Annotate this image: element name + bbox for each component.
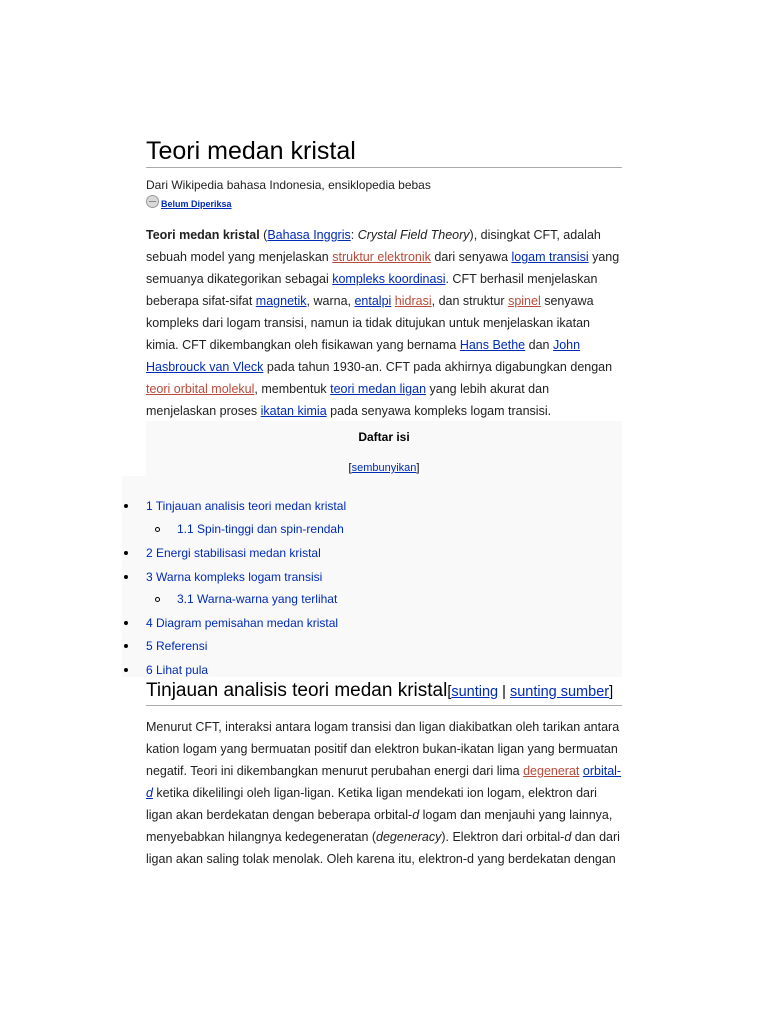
link-hans-bethe[interactable]: Hans Bethe [459, 338, 526, 352]
text: yang lebih akurat dan menjelaskan proses [146, 382, 550, 418]
link-struktur-elektronik[interactable]: struktur elektronik [332, 250, 431, 264]
italic-d: d [412, 808, 420, 822]
toc-item-1[interactable]: 1 Tinjauan analisis teori medan kristal [146, 499, 347, 513]
section-edit-links [447, 684, 613, 700]
toc-item-3-1[interactable]: 3.1 Warna-warna yang terlihat [177, 592, 338, 606]
link-ikatan-kimia[interactable]: ikatan kimia [260, 404, 327, 418]
intro-italic: Crystal Field Theory [357, 228, 470, 242]
review-status [146, 194, 622, 208]
bracket: [ [348, 462, 352, 474]
toc-item-4[interactable]: 4 Diagram pemisahan medan kristal [146, 616, 339, 630]
bullet-icon [124, 644, 128, 648]
bullet-icon [124, 551, 128, 555]
bracket: [ [447, 684, 452, 700]
toc-item-1-1[interactable]: 1.1 Spin-tinggi dan spin-rendah [177, 522, 344, 536]
section-heading-text: Tinjauan analisis teori medan kristal [146, 680, 448, 701]
tagline: Dari Wikipedia bahasa Indonesia, ensiklopedia bebas [146, 178, 431, 192]
bullet-icon [124, 621, 128, 625]
bullet-icon [124, 668, 128, 672]
bullet-icon [124, 504, 128, 508]
text: dan dari ligan akan saling tolak menolak. Oleh karena itu, elektron-d yang berdekatan dengan [146, 830, 620, 866]
text: , dan struktur [431, 294, 509, 308]
text: . CFT berhasil menjelaskan beberapa sifat-sifat [146, 272, 598, 308]
bracket: ] [609, 684, 614, 700]
article-header [146, 136, 622, 422]
text: dari senyawa [430, 250, 512, 264]
text: ), disingkat CFT, adalah sebuah model yang menjelaskan [146, 228, 601, 264]
link-magnetik[interactable]: magnetik [255, 294, 307, 308]
section-heading [146, 678, 622, 706]
edit-source-link[interactable]: sunting sumber [509, 684, 610, 700]
text: senyawa kompleks dari logam transisi, namun ia tidak ditujukan untuk menjelaskan ikatan kimia. CFT dikembangkan oleh fisikawan yang bernama [146, 294, 594, 352]
text: Menurut CFT, interaksi antara logam transisi dan ligan diakibatkan oleh tarikan antara kation logam yang bermuatan positif dan elektron bukan-ikatan ligan yang bermuatan negatif. Teori ini dikembangkan menurut perubahan energi dari lima [146, 720, 620, 778]
text: pada tahun 1930-an. CFT pada akhirnya digabungkan dengan [263, 360, 613, 374]
text: ( [259, 228, 268, 242]
text: pada senyawa kompleks logam transisi. [326, 404, 552, 418]
link-hidrasi[interactable]: hidrasi [394, 294, 432, 308]
toc-title: Daftar isi [358, 430, 410, 444]
link-kompleks-koordinasi[interactable]: kompleks koordinasi [332, 272, 446, 286]
link-text-italic: d [146, 786, 153, 800]
text: dan [525, 338, 553, 352]
toc-toggle [146, 462, 622, 474]
link-logam-transisi[interactable]: logam transisi [511, 250, 589, 264]
page-title: Teori medan kristal [146, 136, 622, 168]
link-van-vleck[interactable]: John Hasbrouck van Vleck [146, 338, 581, 374]
toc-item-2[interactable]: 2 Energi stabilisasi medan kristal [146, 546, 321, 560]
review-status-icon [146, 195, 159, 208]
link-text: orbital- [582, 764, 622, 778]
toc-item-3[interactable]: 3 Warna kompleks logam transisi [146, 570, 323, 584]
circle-bullet-icon [155, 527, 160, 532]
italic-degeneracy: degeneracy [376, 830, 442, 844]
link-spinel[interactable]: spinel [508, 294, 541, 308]
toc-item-5[interactable]: 5 Referensi [146, 639, 208, 653]
section-body [146, 706, 622, 870]
link-bahasa-inggris[interactable]: Bahasa Inggris [267, 228, 351, 242]
toc-hide-link[interactable]: sembunyikan [351, 462, 417, 474]
link-entalpi[interactable]: entalpi [354, 294, 392, 308]
edit-link[interactable]: sunting [451, 684, 499, 700]
toc-item-6[interactable]: 6 Lihat pula [146, 663, 209, 677]
text: ). Elektron dari orbital- [441, 830, 565, 844]
link-teori-medan-ligan[interactable]: teori medan ligan [330, 382, 427, 396]
section-paragraph [146, 716, 622, 870]
text: logam dan menjauhi yang lainnya, menyebabkan hilangnya kedegeneratan ( [146, 808, 613, 844]
review-status-link[interactable]: Belum Diperiksa [161, 198, 232, 209]
text: , membentuk [254, 382, 331, 396]
bracket: ] [416, 462, 420, 474]
link-degenerat[interactable]: degenerat [523, 764, 580, 778]
italic-d: d [564, 830, 572, 844]
bullet-icon [124, 575, 128, 579]
intro-bold-term: Teori medan kristal [146, 228, 260, 242]
separator: | [498, 684, 510, 700]
intro-paragraph [146, 224, 622, 422]
text: , warna, [306, 294, 355, 308]
text: yang semuanya dikategorikan sebagai [146, 250, 620, 286]
link-teori-orbital-molekul[interactable]: teori orbital molekul [146, 382, 255, 396]
text: ketika dikelilingi oleh ligan-ligan. Ketika ligan mendekati ion logam, elektron dari ligan akan berdekatan dengan beberapa orbital- [146, 786, 597, 822]
circle-bullet-icon [155, 597, 160, 602]
text: : [350, 228, 358, 242]
